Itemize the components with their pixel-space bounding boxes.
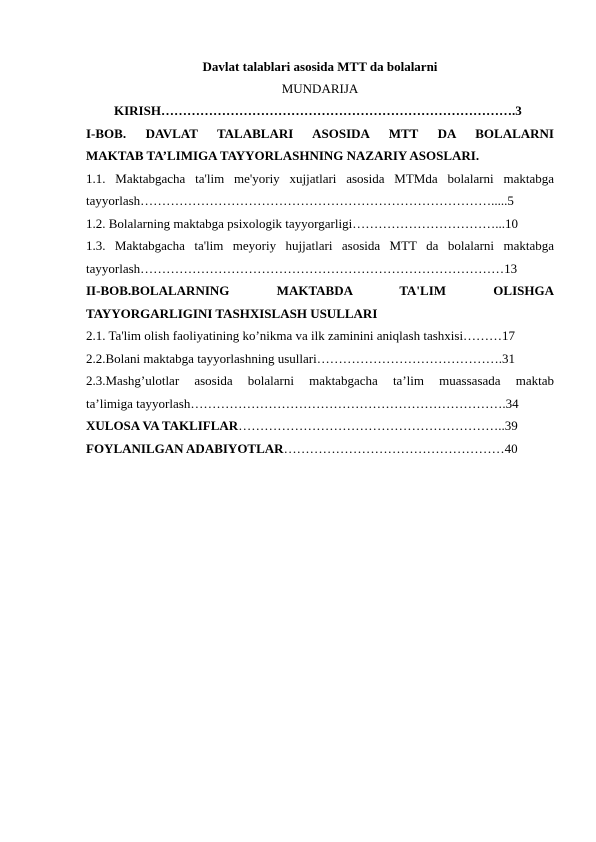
toc-entry-1-1-line1: 1.1. Maktabgacha ta'lim me'yoriy xujjatlari asosida MTMda bolalarni maktabga: [86, 170, 554, 186]
toc-entry-2-3-line1: 2.3.Mashg’ulotlar asosida bolalarni maktabgacha ta’lim muassasada maktab: [86, 373, 554, 388]
document-title: Davlat talablari asosida MTT da bolalarni: [202, 59, 438, 74]
document-page: [86, 56, 554, 460]
toc-entry-chapter1-line2: MAKTAB TA’LIMIGA TAYYORLASHNING NAZARIY ASOSLARI.: [86, 148, 480, 163]
toc-entry-xulosa: [86, 415, 554, 438]
toc-entry-1-2: 1.2. Bolalarning maktabga psixologik tayyorgarligi……………………………...10: [86, 215, 518, 231]
toc-entry-chapter1-line1: I-BOB. DAVLAT TALABLARI ASOSIDA MTT DA BOLALARNI: [86, 125, 554, 141]
toc-entry-1-1-line2: tayyorlash……………………………………………………………………….....5: [86, 193, 514, 208]
toc-entry-xulosa-label: XULOSA VA TAKLIFLAR: [86, 418, 239, 433]
toc-entry-1-3-line1: 1.3. Maktabgacha ta'lim meyoriy hujjatlari asosida MTT da bolalarni maktabga: [86, 238, 554, 253]
toc-entry-adabiyotlar: [86, 438, 554, 461]
toc-entry-2-3-line2: ta’limiga tayyorlash……………………………………………………………….34: [86, 395, 519, 411]
toc-entry-adabiyotlar-label: FOYLANILGAN ADABIYOTLAR: [86, 440, 284, 456]
toc-entry-1-3-line2: tayyorlash…………………………………………………………………………13: [86, 260, 518, 276]
toc-heading: MUNDARIJA: [281, 81, 359, 96]
toc-entry-2-2: 2.2.Bolani maktabga tayyorlashning usullari…………………………………….31: [86, 350, 515, 366]
toc-entry-2-1: 2.1. Ta'lim olish faoliyatining ko’nikma va ilk zaminini aniqlash tashxisi………17: [86, 328, 516, 343]
toc-entry-adabiyotlar-leader: ……………………………………………40: [283, 440, 518, 456]
toc-entry-kirish: KIRISH……………………………………………………………………….3: [114, 103, 522, 118]
toc-entry-chapter2-line1: II-BOB.BOLALARNING MAKTABDA TA'LIM OLISHGA: [86, 283, 554, 298]
toc-entry-xulosa-leader: ……………………………………………………..39: [238, 418, 518, 433]
toc-entry-chapter2-line2: TAYYORGARLIGINI TASHXISLASH USULLARI: [86, 305, 378, 321]
